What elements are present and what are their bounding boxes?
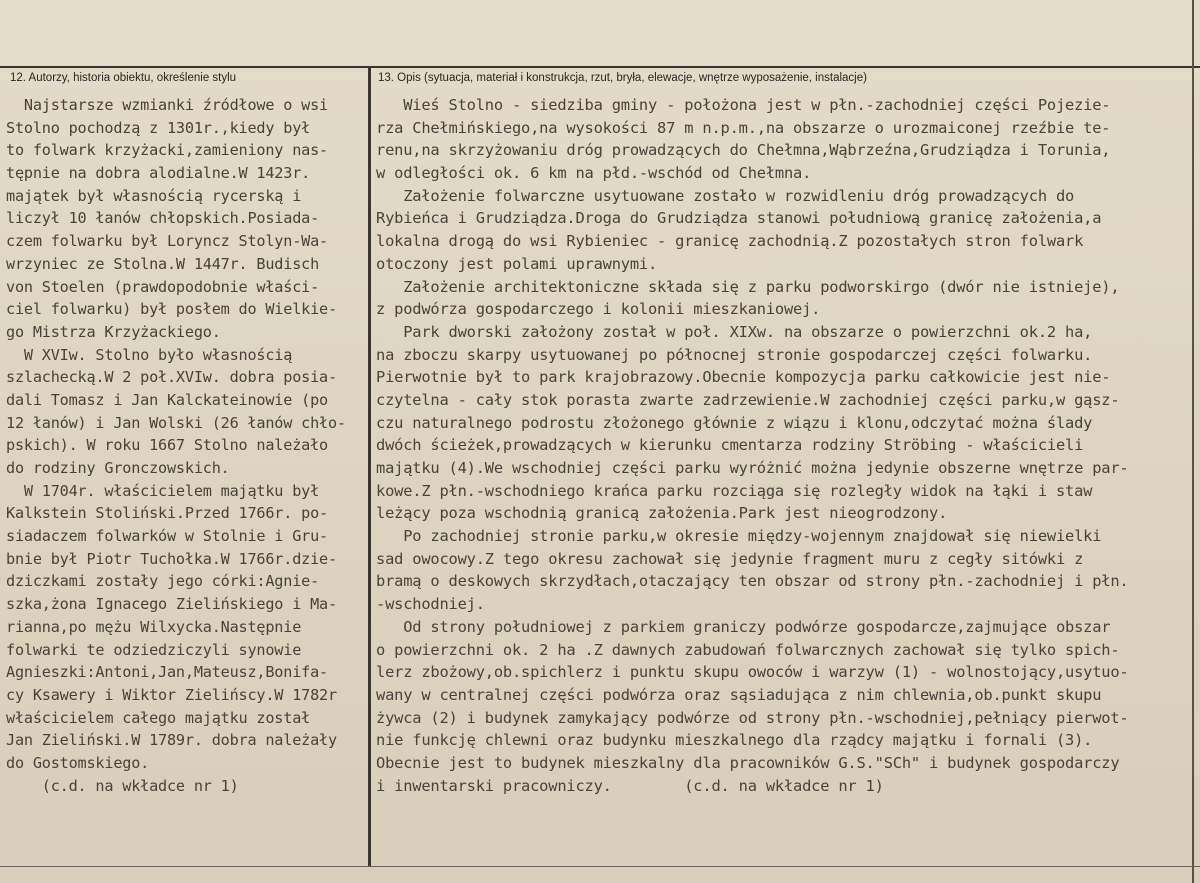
description-text-line: Od strony południowej z parkiem graniczy podwórze gospodarcze,zajmujące obszar: [376, 617, 1111, 636]
description-text-line: bramą o deskowych skrzydłach,otaczający ten obszar od strony płn.-zachodniej i płn.: [376, 572, 1129, 591]
description-text-line: rza Chełmińskiego,na wysokości 87 m n.p.m.,na obszarze o urozmaiconej rzeźbie te-: [376, 118, 1111, 137]
description-text-line: nie funkcję chlewni oraz budynku mieszkalnego dla rządcy majątku i fornali (3).: [376, 731, 1093, 750]
description-text-line: i inwentarski pracowniczy. (c.d. na wkładce nr 1): [376, 776, 884, 795]
description-text-line: z podwórza gospodarczego i kolonii mieszkaniowej.: [376, 300, 821, 319]
description-text-line: Wieś Stolno - siedziba gminy - położona jest w płn.-zachodniej części Pojezie-: [376, 96, 1111, 114]
history-text-line: pskich). W roku 1667 Stolno należało: [6, 436, 328, 455]
history-text-line: dziczkami zostały jego córki:Agnie-: [6, 572, 320, 591]
history-text-line: wrzyniec ze Stolna.W 1447r. Budisch: [6, 254, 320, 273]
history-text-line: dali Tomasz i Jan Kalckateinowie (po: [6, 390, 328, 409]
description-text-line: czytelna - cały stok porasta zwarte zadrzewienie.W zachodniej części parku,w gąsz-: [376, 390, 1120, 409]
description-text-line: lokalna drogą do wsi Rybieniec - granicę zachodnią.Z pozostałych stron folwark: [376, 232, 1084, 251]
history-text-line: czem folwarku był Loryncz Stolyn-Wa-: [6, 232, 328, 251]
history-text-line: Kalkstein Stoliński.Przed 1766r. po-: [6, 504, 328, 523]
description-text-line: czu naturalnego podrostu złożonego głównie z wiązu i klonu,odczytać można ślady: [376, 413, 1093, 432]
section-13-header: 13. Opis (sytuacja, materiał i konstrukcja, rzut, bryła, elewacje, wnętrze wyposażenie, instalacje): [378, 72, 867, 84]
history-text-line: rianna,po mężu Wilxycka.Następnie: [6, 617, 302, 636]
description-text-line: o powierzchni ok. 2 ha .Z dawnych zabudowań folwarcznych zachował się tylko spich-: [376, 640, 1120, 659]
history-text-line: ciel folwarku) był posłem do Wielkie-: [6, 300, 337, 319]
description-text-line: Obecnie jest to budynek mieszkalny dla pracowników G.S."SCh" i budynek gospodarczy: [376, 753, 1120, 772]
description-column: [376, 94, 1192, 797]
history-text-line: siadaczem folwarków w Stolnie i Gru-: [6, 527, 328, 546]
description-text-line: majątku (4).We wschodniej części parku wyróżnić można jedynie obszerne wnętrze par-: [376, 459, 1129, 477]
history-text-line: szlachecką.W 2 poł.XVIw. dobra posia-: [6, 368, 337, 387]
description-text-line: Park dworski założony został w poł. XIXw. na obszarze o powierzchni ok.2 ha,: [376, 322, 1093, 341]
history-text-line: cy Ksawery i Wiktor Zielińscy.W 1782r: [6, 685, 337, 704]
history-text-line: liczył 10 łanów chłopskich.Posiada-: [6, 209, 320, 228]
bottom-border: [0, 866, 1200, 867]
history-text-line: Jan Zieliński.W 1789r. dobra należały: [6, 731, 337, 750]
history-text-line: do Gostomskiego.: [6, 753, 150, 772]
description-text-line: otoczony jest polami uprawnymi.: [376, 254, 658, 273]
history-text-line: do rodziny Gronczowskich.: [6, 459, 230, 477]
description-text-line: w odległości ok. 6 km na płd.-wschód od Chełmna.: [376, 164, 812, 183]
description-text-line: leżący poza wschodnią granicą założenia.Park jest nieogrodzony.: [376, 504, 948, 523]
description-text-line: na zboczu skarpy usytuowanej po północnej stronie gospodarczej części folwarku.: [376, 345, 1093, 364]
history-text-line: (c.d. na wkładce nr 1): [6, 776, 239, 795]
description-text-line: Pierwotnie był to park krajobrazowy.Obecnie kompozycja parku całkowicie jest nie-: [376, 368, 1111, 387]
history-text-line: to folwark krzyżacki,zamieniony nas-: [6, 141, 328, 160]
description-text-line: renu,na skrzyżowaniu dróg prowadzących do Chełmna,Wąbrzeźna,Grudziądza i Torunia,: [376, 141, 1111, 160]
history-text-line: W XVIw. Stolno było własnością: [6, 345, 293, 364]
description-text-line: kowe.Z płn.-wschodniego krańca parku rozciąga się rozległy widok na łąki i staw: [376, 481, 1093, 500]
history-text-line: Agnieszki:Antoni,Jan,Mateusz,Bonifa-: [6, 663, 328, 682]
description-text-line: żywca (2) i budynek zamykający podwórze od strony płn.-wschodniej,pełniący pierwot-: [376, 708, 1129, 727]
right-border: [1192, 0, 1194, 883]
history-text-line: właścicielem całego majątku został: [6, 708, 311, 727]
description-text-line: -wschodniej.: [376, 595, 485, 614]
history-column: [6, 94, 364, 797]
description-text-line: sad owocowy.Z tego okresu zachował się jedynie fragment muru z cegły sitówki z: [376, 549, 1084, 568]
description-text-line: lerz zbożowy,ob.spichlerz i punktu skupu owoców i warzyw (1) - wolnostojący,usytuo-: [376, 663, 1129, 682]
column-divider: [368, 66, 371, 866]
description-text-line: dwóch ścieżek,prowadzących w kierunku cmentarza rodziny Ströbing - właścicieli: [376, 436, 1084, 455]
history-text-line: szka,żona Ignacego Zielińskiego i Ma-: [6, 595, 337, 614]
history-text-line: 12 łanów) i Jan Wolski (26 łanów chło-: [6, 413, 346, 432]
description-text-line: Po zachodniej stronie parku,w okresie między-wojennym znajdował się niewielki: [376, 527, 1102, 546]
description-text-line: Założenie architektoniczne składa się z parku podworskirgo (dwór nie istnieje),: [376, 277, 1120, 296]
section-12-header: 12. Autorzy, historia obiektu, określenie stylu: [10, 72, 237, 84]
history-text-line: folwarki te odziedziczyli synowie: [6, 640, 302, 659]
description-text-line: wany w centralnej części podwórza oraz sąsiadująca z nim chlewnia,ob.punkt skupu: [376, 685, 1102, 704]
description-text-line: Rybieńca i Grudziądza.Droga do Grudziądza stanowi południową granicę założenia,a: [376, 209, 1102, 228]
history-text-line: majątek był własnością rycerską i: [6, 186, 302, 205]
history-text-line: tępnie na dobra alodialne.W 1423r.: [6, 164, 311, 183]
history-text-line: W 1704r. właścicielem majątku był: [6, 481, 320, 500]
history-text-line: Stolno pochodzą z 1301r.,kiedy był: [6, 118, 311, 137]
history-text-line: go Mistrza Krzyżackiego.: [6, 322, 221, 341]
top-rule: [0, 66, 1200, 68]
history-text-line: von Stoelen (prawdopodobnie właści-: [6, 277, 320, 296]
history-text-line: bnie był Piotr Tuchołka.W 1766r.dzie-: [6, 549, 337, 568]
description-text-line: Założenie folwarczne usytuowane zostało w rozwidleniu dróg prowadzących do: [376, 186, 1075, 205]
history-text-line: Najstarsze wzmianki źródłowe o wsi: [6, 96, 328, 114]
